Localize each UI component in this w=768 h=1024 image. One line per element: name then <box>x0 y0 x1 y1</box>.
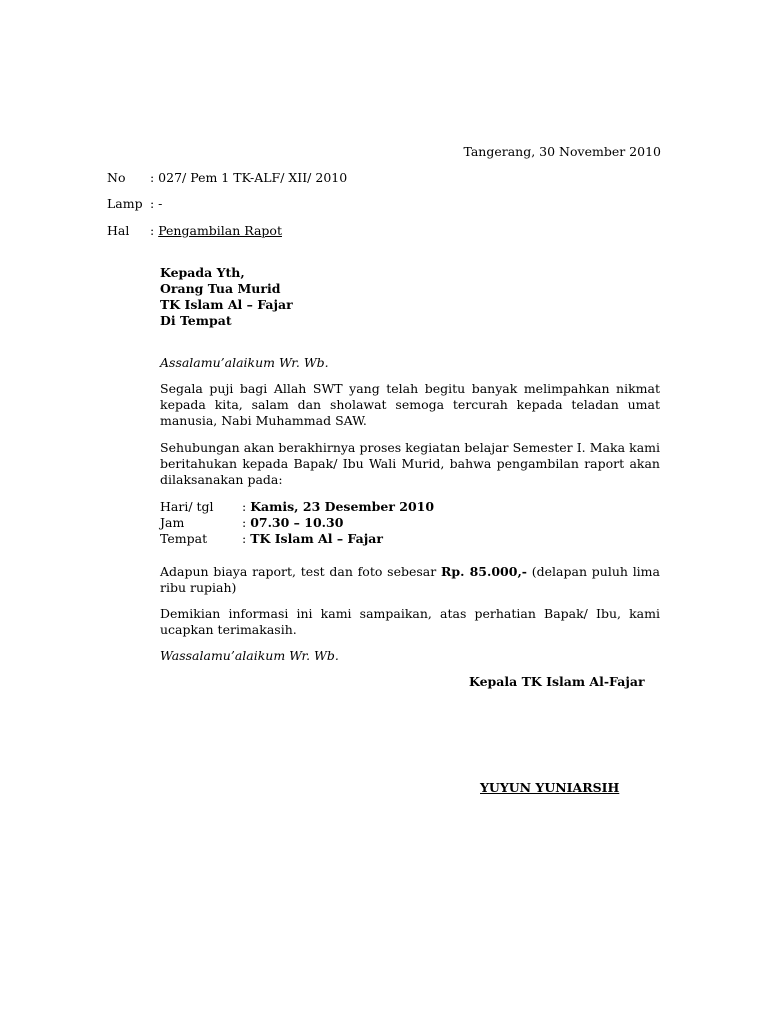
meta-value: : - <box>150 196 163 211</box>
subject-value: Pengambilan Rapot <box>158 223 282 238</box>
cost-amount: Rp. 85.000,- <box>440 564 527 579</box>
cost-suffix: (delapan puluh lima ribu rupiah) <box>160 564 660 595</box>
meta-label: Lamp <box>107 196 143 211</box>
meta-prefix: : <box>150 223 159 238</box>
meta-value: : 027/ Pem 1 TK-ALF/ XII/ 2010 <box>150 170 348 185</box>
meta-row-subject <box>107 223 282 239</box>
detail-value: Kamis, 23 Desember 2010 <box>250 499 435 514</box>
meta-row-attachment <box>107 196 162 212</box>
paragraph-notice <box>160 440 660 488</box>
detail-row-place: Tempat : TK Islam Al – Fajar <box>160 531 383 546</box>
paragraph-opening <box>160 381 660 429</box>
meta-row-number <box>107 170 347 186</box>
signature-title: Kepala TK Islam Al-Fajar <box>469 674 645 689</box>
signature-name: YUYUN YUNIARSIH <box>480 780 620 795</box>
detail-label: Tempat <box>160 531 208 546</box>
meta-label: No <box>107 170 126 185</box>
paragraph-closing <box>160 606 660 638</box>
recipient-line: Di Tempat <box>160 313 232 328</box>
detail-row-date: Hari/ tgl : Kamis, 23 Desember 2010 <box>160 499 435 514</box>
place-date: Tangerang, 30 November 2010 <box>463 144 661 159</box>
cost-prefix: Adapun biaya raport, test dan foto sebesar <box>160 564 441 579</box>
paragraph-text: Demikian informasi ini kami sampaikan, atas perhatian Bapak/ Ibu, kami ucapkan terimakasih. <box>160 606 660 637</box>
closing-greeting: Wassalamu’alaikum Wr. Wb. <box>160 648 339 663</box>
detail-label: Hari/ tgl <box>160 499 214 514</box>
recipient-line: Orang Tua Murid <box>160 281 281 296</box>
recipient-line: Kepada Yth, <box>160 265 245 280</box>
detail-label: Jam <box>160 515 185 530</box>
meta-label: Hal <box>107 223 130 238</box>
detail-value: TK Islam Al – Fajar <box>250 531 383 546</box>
greeting: Assalamu’alaikum Wr. Wb. <box>160 355 329 370</box>
detail-value: 07.30 – 10.30 <box>250 515 344 530</box>
paragraph-cost <box>160 564 660 596</box>
recipient-line: TK Islam Al – Fajar <box>160 297 293 312</box>
paragraph-text: Segala puji bagi Allah SWT yang telah begitu banyak melimpahkan nikmat kepada kita, salam dan sholawat semoga tercurah kepada teladan umat manusia, Nabi Muhammad SAW. <box>160 381 660 428</box>
paragraph-text: Sehubungan akan berakhirnya proses kegiatan belajar Semester I. Maka kami beritahukan kepada Bapak/ Ibu Wali Murid, bahwa pengambilan raport akan dilaksanakan pada: <box>160 440 660 487</box>
detail-row-time: Jam : 07.30 – 10.30 <box>160 515 344 530</box>
